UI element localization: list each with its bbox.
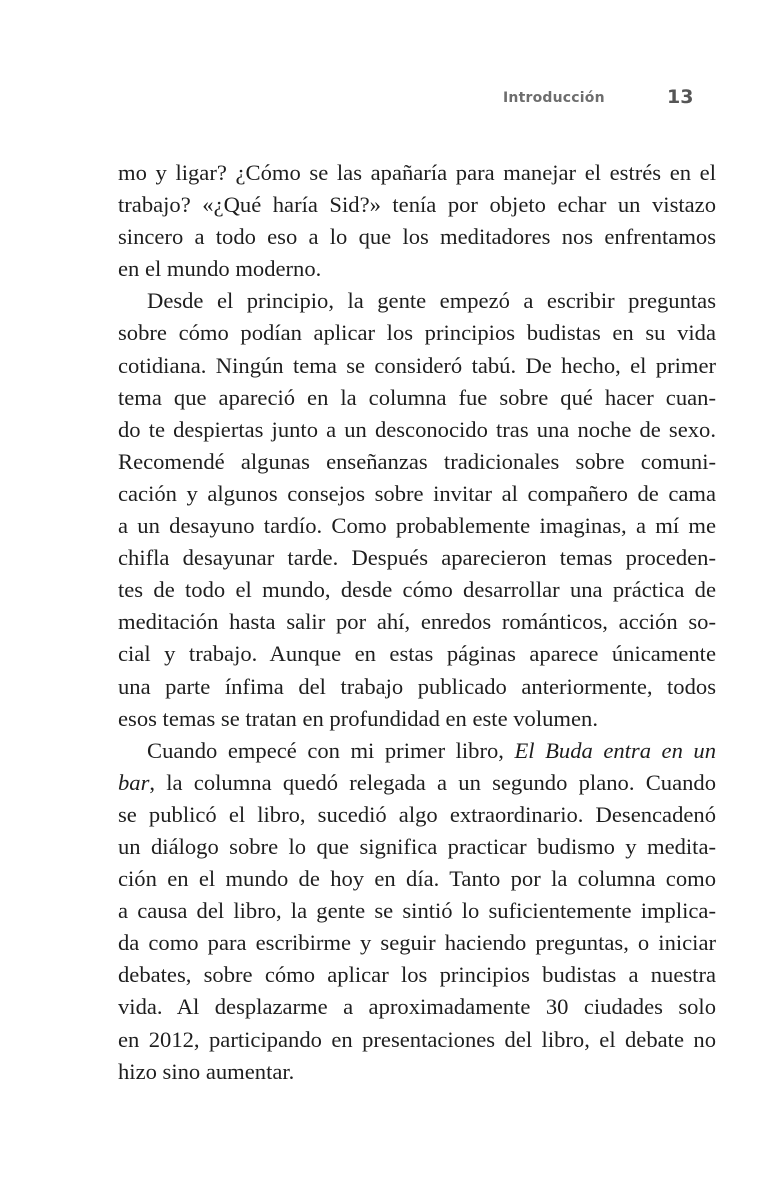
text-line: mo y ligar? ¿Cómo se las apañaría para manejar el estrés en el (118, 160, 716, 185)
text-line: se publicó el libro, sucedió algo extraordinario. Desencadenó (118, 801, 716, 827)
text-line: hizo sino aumentar. (118, 1058, 295, 1084)
text-run: , la columna quedó relegada a un segundo plano. Cuando (149, 769, 716, 795)
text-line: un diálogo sobre lo que significa practicar budismo y medita- (118, 833, 716, 859)
text-line: a causa del libro, la gente se sintió lo suficientemente implica- (118, 898, 716, 924)
page-header (0, 82, 781, 116)
text-line: trabajo? «¿Qué haría Sid?» tenía por objeto echar un vistazo (118, 192, 716, 218)
paragraph-3 (118, 735, 716, 1088)
text-line: cotidiana. Ningún tema se consideró tabú. De hecho, el primer (118, 352, 716, 378)
text-line: cial y trabajo. Aunque en estas páginas aparece únicamente (118, 641, 716, 667)
text-line: do te despiertas junto a un desconocido tras una noche de sexo. (118, 416, 716, 442)
text-line: tes de todo el mundo, desde cómo desarrollar una práctica de (118, 577, 716, 603)
text-line: esos temas se tratan en profundidad en este volumen. (118, 705, 598, 731)
text-line: sincero a todo eso a lo que los meditadores nos enfrentamos (118, 224, 716, 250)
text-run: Cuando empecé con mi primer libro, (147, 737, 515, 763)
text-line: sobre cómo podían aplicar los principios budistas en su vida (118, 320, 716, 346)
text-line (118, 735, 716, 767)
text-line: meditación hasta salir por ahí, enredos románticos, acción so- (118, 609, 716, 635)
text-line: en 2012, participando en presentaciones del libro, el debate no (118, 1026, 716, 1052)
text-line: a un desayuno tardío. Como probablemente imaginas, a mí me (118, 513, 716, 539)
text-line: vida. Al desplazarme a aproximadamente 30 ciudades solo (118, 994, 716, 1020)
paragraph-1 (118, 157, 716, 285)
text-line: Desde el principio, la gente empezó a escribir preguntas (147, 288, 716, 314)
text-line: Recomendé algunas enseñanzas tradicionales sobre comuni- (118, 448, 716, 474)
text-line: cación y algunos consejos sobre invitar al compañero de cama (118, 480, 716, 506)
text-line: debates, sobre cómo aplicar los principios budistas a nuestra (118, 962, 716, 988)
text-line: da como para escribirme y seguir haciendo preguntas, o iniciar (118, 930, 716, 956)
paragraph-2 (118, 285, 716, 734)
text-line: una parte ínfima del trabajo publicado anteriormente, todos (118, 673, 716, 699)
text-line (118, 767, 716, 799)
text-line: chifla desayunar tarde. Después aparecieron temas proceden- (118, 545, 716, 571)
running-head: Introducción (503, 90, 605, 106)
page-number: 13 (667, 86, 694, 108)
book-title: El Buda entra en un (514, 737, 716, 763)
text-line: ción en el mundo de hoy en día. Tanto por la columna como (118, 866, 716, 892)
text-line: tema que apareció en la columna fue sobre qué hacer cuan- (118, 384, 716, 410)
body-text (118, 157, 716, 1088)
book-title: bar (118, 769, 150, 795)
text-line: en el mundo moderno. (118, 256, 322, 282)
